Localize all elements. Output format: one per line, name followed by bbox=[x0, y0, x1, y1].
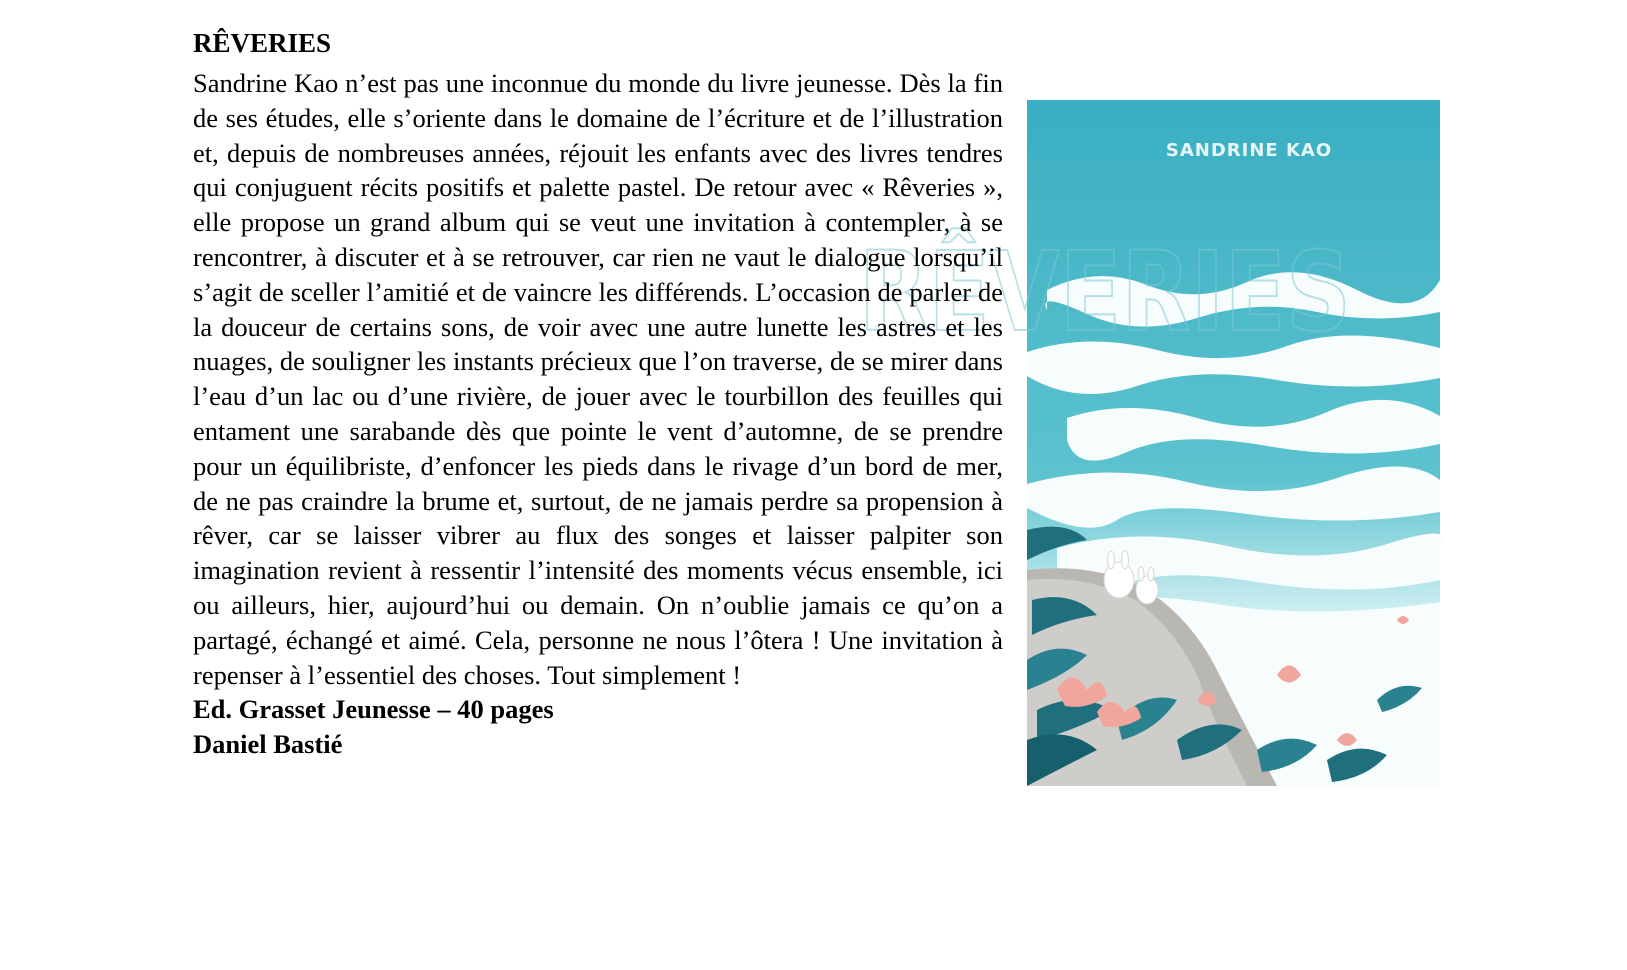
article-title: RÊVERIES bbox=[193, 28, 332, 58]
article-body: Sandrine Kao n’est pas une inconnue du monde du livre jeunesse. Dès la fin de ses études, elle s’oriente dans le domaine de l’écriture et de l’illustration et, depuis de nombreuses années, réjouit les enfants avec des livres tendres qui conjuguent récits positifs et palette pastel. De retour avec « Rêveries », elle propose un grand album qui se veut une invitation à contempler, à se rencontrer, à discuter et à se retrouver, car rien ne vaut le dialogue lorsqu’il s’agit de sceller l’amitié et de vaincre les différends. L’occasion de parler de la douceur de certains sons, de voir avec une autre lunette les astres et les nuages, de souligner les instants précieux que l’on traverse, de se mirer dans l’eau d’un lac ou d’une rivière, de jouer avec le tourbillon des feuilles qui entament une sarabande dès que pointe le vent d’automne, de se prendre pour un équilibriste, d’enfoncer les pieds dans le rivage d’un bord de mer, de ne pas craindre la brume et, surtout, de ne jamais perdre sa propension à rêver, car se laisser vibrer au flux des songes et laisser palpiter son imagination revient à ressentir l’intensité des moments vécus ensemble, ici ou ailleurs, hier, aujourd’hui ou demain. On n’oublie jamais ce qu’on a partagé, échangé et aimé. Cela, personne ne nous l’ôtera ! Une invitation à repenser à l’essentiel des choses. Tout simplement ! bbox=[193, 68, 1003, 690]
cover-title-watermark: RÊVERIES bbox=[858, 228, 1351, 357]
article-text-block bbox=[193, 66, 1440, 786]
book-cover-image bbox=[858, 100, 1440, 786]
publisher-line: Ed. Grasset Jeunesse – 40 pages bbox=[193, 694, 554, 725]
author-signature: Daniel Bastié bbox=[193, 729, 343, 760]
cover-author-name: SANDRINE KAO bbox=[1165, 140, 1333, 161]
